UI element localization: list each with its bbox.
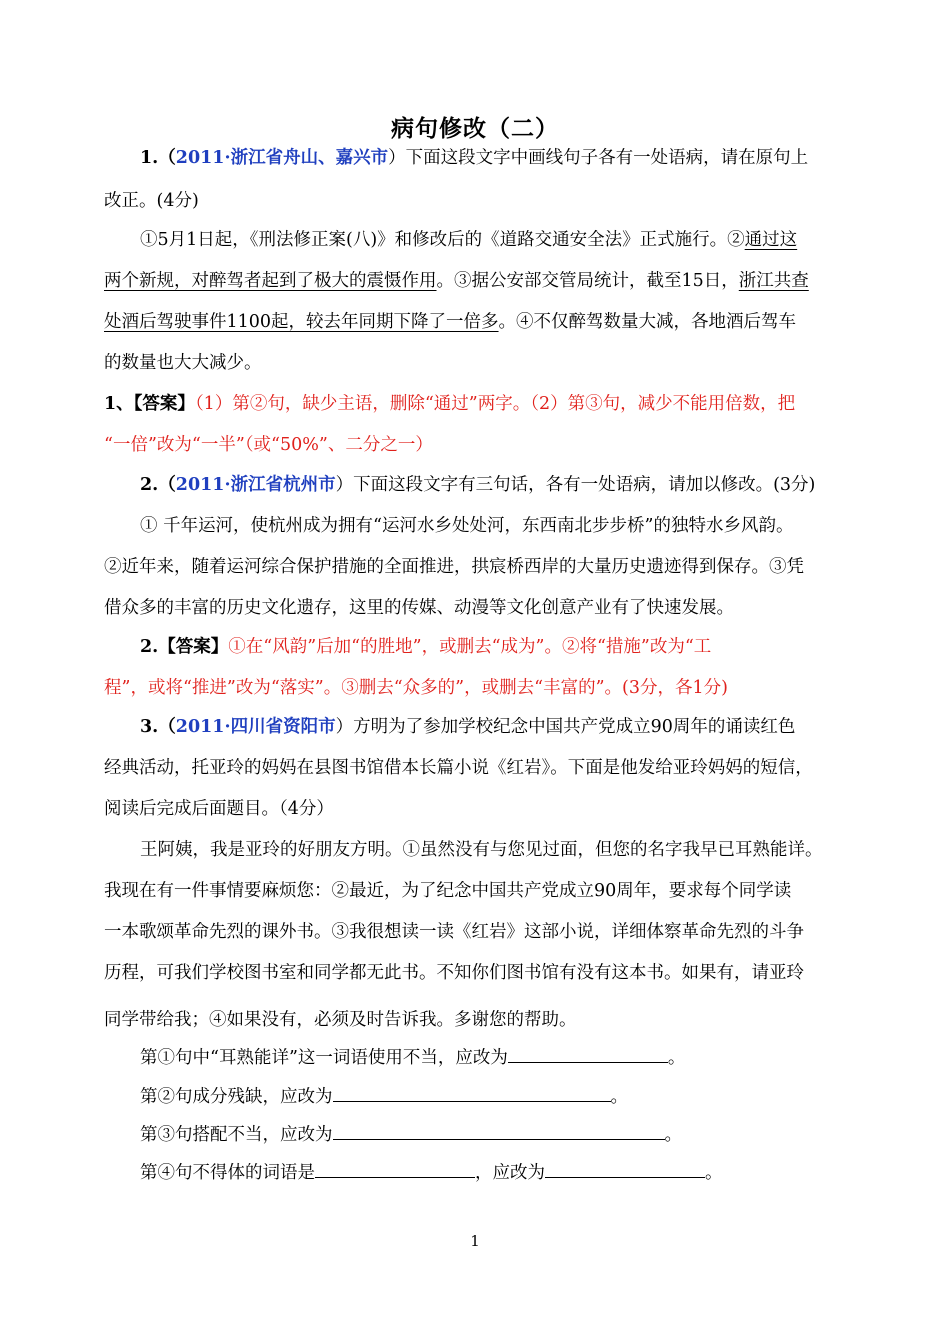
q2-passage-line-2: ②近年来，随着运河综合保护措施的全面推进，拱宸桥西岸的大量历史遗迹得到保存。③凭 xyxy=(104,557,804,577)
q2-answer-text: ①在“风韵”后加“的胜地”，或删去“成为”。②将“措施”改为“工 xyxy=(228,637,712,657)
q2-passage-line-3: 借众多的丰富的历史文化遗存，这里的传媒、动漫等文化创意产业有了快速发展。 xyxy=(104,598,734,618)
q3-message-line-2: 我现在有一件事情要麻烦您：②最近，为了纪念中国共产党成立90周年，要求每个同学读 xyxy=(104,881,792,901)
q3-fill-2: 第②句成分残缺，应改为 。 xyxy=(140,1081,849,1112)
q3-prompt-text: ）方明为了参加学校纪念中国共产党成立90周年的诵读红色 xyxy=(335,717,796,737)
q1-underlined-sentence-2-cont: 两个新规，对醉驾者起到了极大的震慑作用 xyxy=(104,271,437,291)
q2-passage-line-1: ① 千年运河，使杭州成为拥有“运河水乡处处河，东西南北步步桥”的独特水乡风韵。 xyxy=(140,516,794,536)
page-title: 病句修改（二） xyxy=(391,115,559,142)
q3-message-line-1: 王阿姨，我是亚玲的好朋友方明。①虽然没有与您见过面，但您的名字我早已耳熟能详。 xyxy=(140,840,823,860)
q1-prompt-line-2: 改正。(4分) xyxy=(104,191,199,211)
answer-blank-3[interactable] xyxy=(333,1119,665,1140)
q2-prompt-line xyxy=(140,470,849,500)
q3-number: 3.（ xyxy=(140,717,176,737)
q1-prompt-text: ）下面这段文字中画线句子各有一处语病，请在原句上 xyxy=(388,148,809,168)
q1-answer-label: 1、【答案】 xyxy=(104,394,195,414)
q2-prompt-text: ）下面这段文字有三句话，各有一处语病，请加以修改。(3分) xyxy=(335,475,816,495)
q1-answer-text: （1）第②句，缺少主语，删除“通过”两字。（2）第③句，减少不能用倍数，把 xyxy=(194,394,796,414)
q2-answer-line-1 xyxy=(140,632,849,662)
q1-passage-line-2: 两个新规，对醉驾者起到了极大的震慑作用。③据公安部交管局统计，截至15日，浙江共查 xyxy=(104,271,809,291)
q3-message-line-4: 历程，可我们学校图书室和同学都无此书。不知你们图书馆有没有这本书。如果有，请亚玲 xyxy=(104,963,804,983)
q3-prompt-line-1 xyxy=(140,712,849,742)
q2-number: 2.（ xyxy=(140,475,176,495)
q1-prompt-line-1 xyxy=(140,143,849,173)
answer-blank-4b[interactable] xyxy=(545,1157,705,1178)
q2-answer-line-2: 程”，或将“推进”改为“落实”。③删去“众多的”，或删去“丰富的”。(3分，各1分) xyxy=(104,678,728,698)
answer-blank-2[interactable] xyxy=(333,1081,611,1102)
answer-blank-4a[interactable] xyxy=(315,1157,475,1178)
q3-fill-1: 第①句中“耳熟能详”这一词语使用不当，应改为 。 xyxy=(140,1042,849,1073)
page-number: 1 xyxy=(470,1232,480,1250)
q3-fill-3: 第③句搭配不当，应改为 。 xyxy=(140,1119,849,1150)
q3-message-line-3: 一本歌颂革命先烈的课外书。③我很想读一读《红岩》这部小说，详细体察革命先烈的斗争 xyxy=(104,922,804,942)
q2-answer-label: 2.【答案】 xyxy=(140,637,229,657)
q1-answer-line-2: “一倍”改为“一半”（或“50%”、二分之一） xyxy=(104,435,433,455)
answer-blank-1[interactable] xyxy=(508,1042,668,1063)
q3-prompt-line-3: 阅读后完成后面题目。（4分） xyxy=(104,799,334,819)
q2-source: 2011·浙江省杭州市 xyxy=(175,475,336,495)
q1-answer-line-1 xyxy=(104,389,849,419)
q1-underlined-sentence-2: 通过这 xyxy=(744,230,798,250)
q1-passage-line-4: 的数量也大大减少。 xyxy=(104,353,262,373)
q3-fill-4: 第④句不得体的词语是 ，应改为 。 xyxy=(140,1157,849,1188)
q3-prompt-line-2: 经典活动，托亚玲的妈妈在县图书馆借本长篇小说《红岩》。下面是他发给亚玲妈妈的短信， xyxy=(104,758,813,778)
q3-message-line-5: 同学带给我；④如果没有，必须及时告诉我。多谢您的帮助。 xyxy=(104,1010,577,1030)
q1-number: 1.（ xyxy=(140,148,176,168)
q1-source: 2011·浙江省舟山、嘉兴市 xyxy=(175,148,389,168)
q1-passage-line-3: 处酒后驾驶事件1100起，较去年同期下降了一倍多。④不仅醉驾数量大减，各地酒后驾车 xyxy=(104,312,797,332)
q1-passage-line-1: ①5月1日起，《刑法修正案(八)》和修改后的《道路交通安全法》正式施行。②通过这 xyxy=(140,230,798,250)
q1-underlined-sentence-3: 浙江共查 xyxy=(738,271,809,291)
q3-source: 2011·四川省资阳市 xyxy=(175,717,336,737)
q1-underlined-sentence-3-cont: 处酒后驾驶事件1100起，较去年同期下降了一倍多 xyxy=(104,312,499,332)
